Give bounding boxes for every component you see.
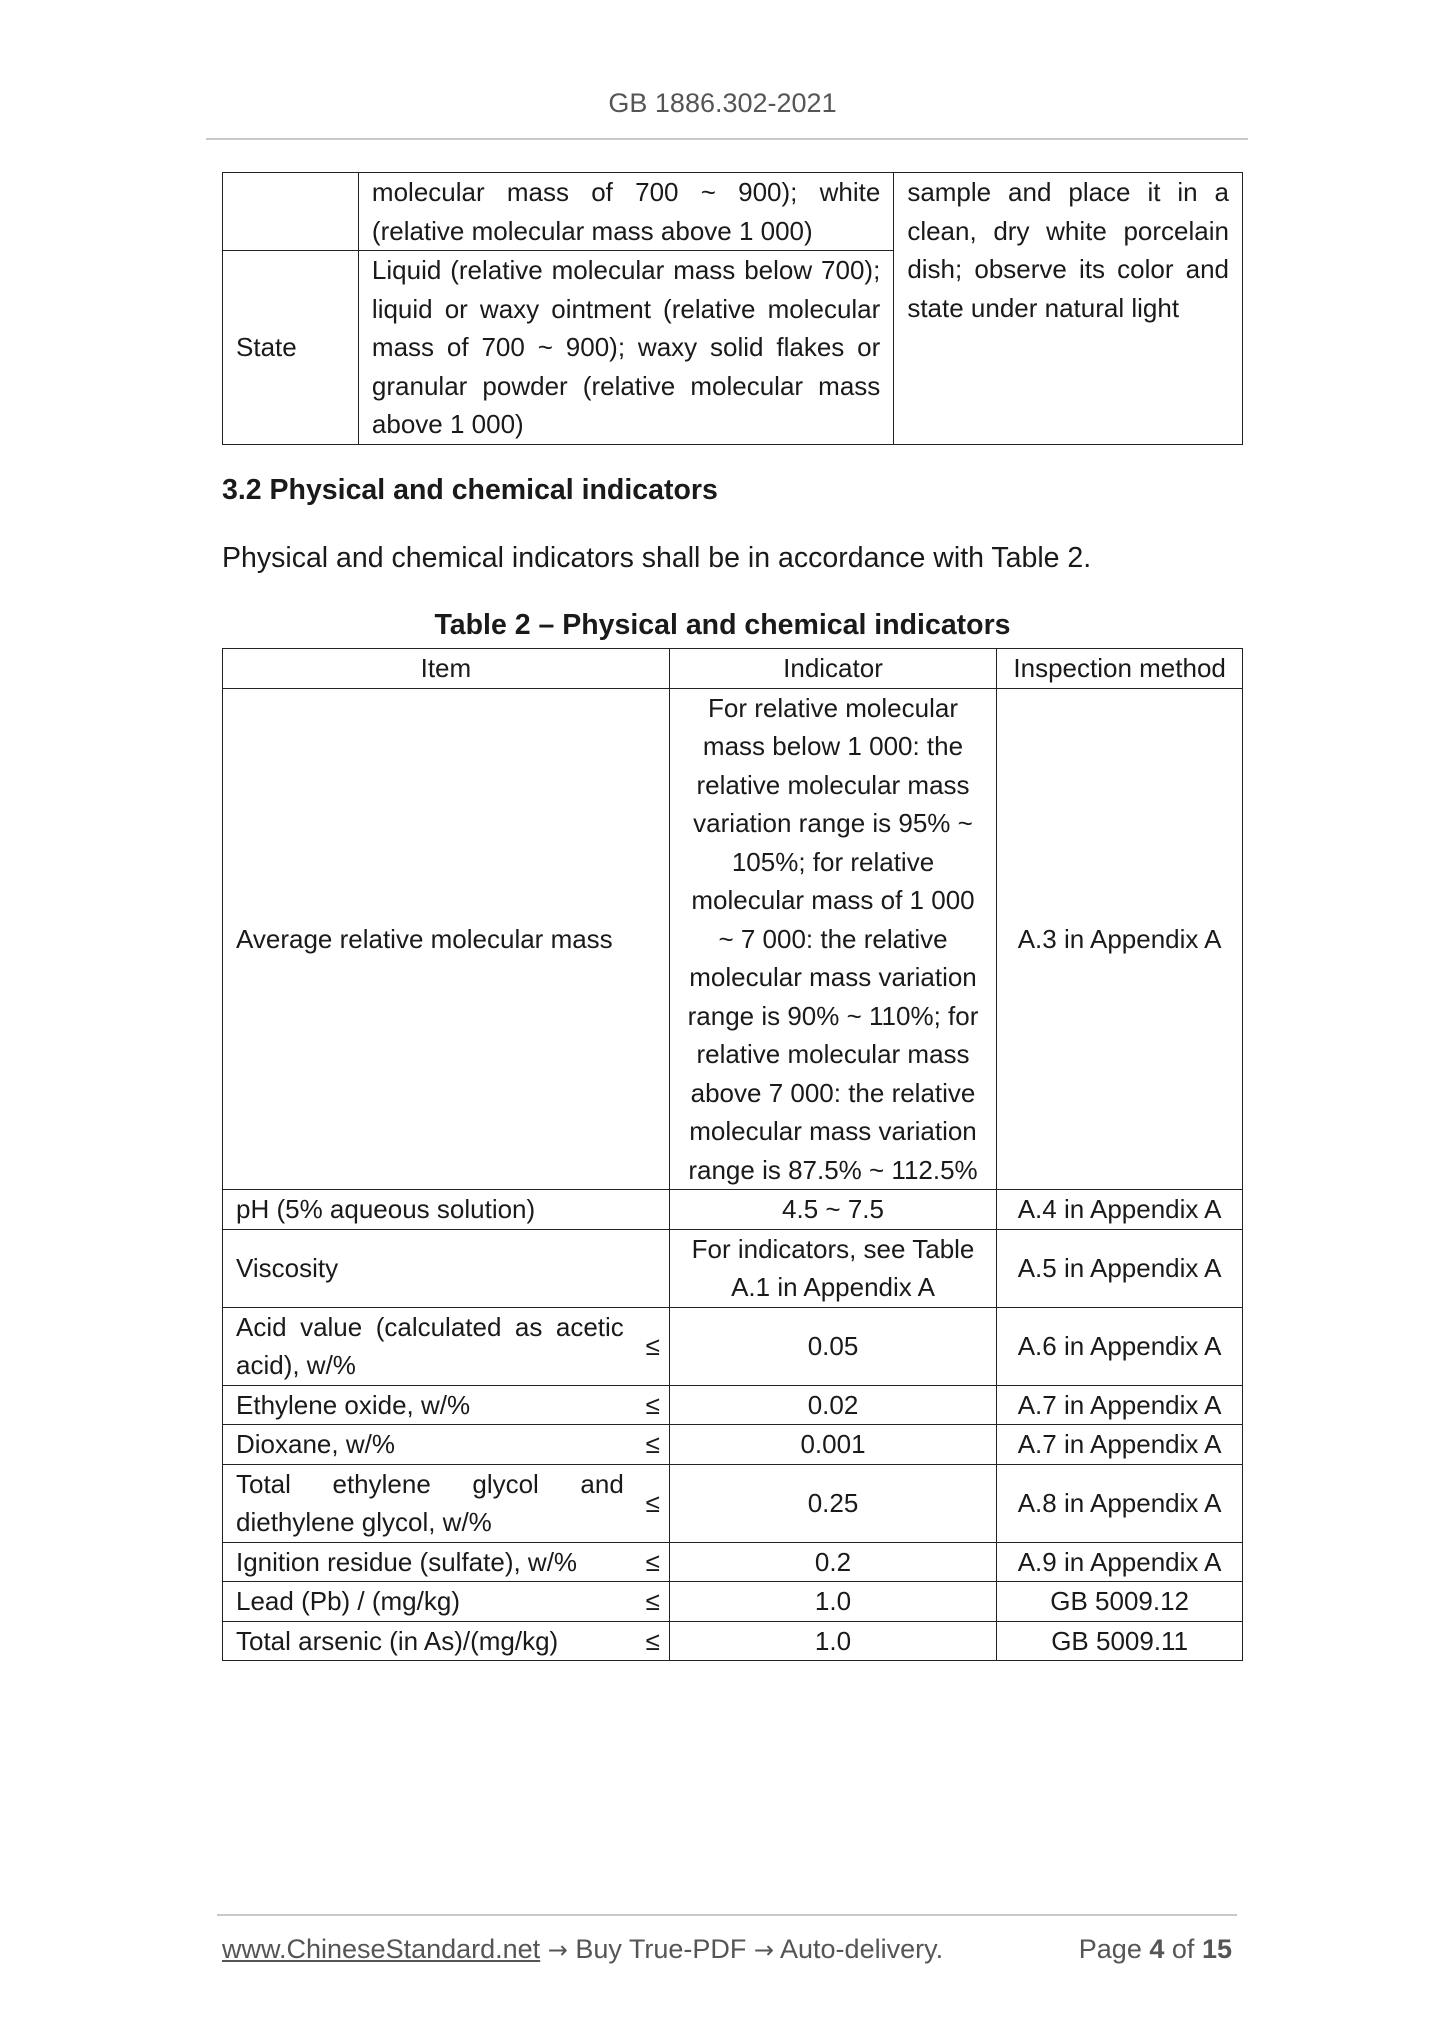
table-cell-item: Total arsenic (in As)/(mg/kg) bbox=[223, 1621, 637, 1661]
of-label: of bbox=[1171, 1934, 1195, 1964]
arrow-right-icon: → bbox=[753, 1936, 774, 1964]
table-cell-indicator: 1.0 bbox=[669, 1582, 996, 1622]
header-method: Inspection method bbox=[997, 649, 1243, 689]
table-row bbox=[223, 1464, 1243, 1542]
less-or-equal-sign: ≤ bbox=[637, 1582, 669, 1622]
table-row bbox=[223, 1307, 1243, 1385]
table-row bbox=[223, 1582, 1243, 1622]
table-cell-method: A.3 in Appendix A bbox=[997, 688, 1243, 1190]
table-header-row bbox=[223, 649, 1243, 689]
table-cell-method: A.5 in Appendix A bbox=[997, 1229, 1243, 1307]
table-row bbox=[223, 688, 1243, 1190]
less-or-equal-sign: ≤ bbox=[637, 1425, 669, 1465]
header-indicator: Indicator bbox=[669, 649, 996, 689]
table-row bbox=[223, 1621, 1243, 1661]
table-cell-indicator: Liquid (relative molecular mass below 700); liquid or waxy ointment (relative molecular mass of 700 ~ 900); waxy solid flakes or granular powder (relative molecular mass above 1 000) bbox=[358, 251, 893, 445]
section-paragraph: Physical and chemical indicators shall be in accordance with Table 2. bbox=[222, 542, 1092, 574]
table-cell-item: Lead (Pb) / (mg/kg) bbox=[223, 1582, 637, 1622]
table-cell-indicator: 0.2 bbox=[669, 1542, 996, 1582]
table-cell-method: A.7 in Appendix A bbox=[997, 1425, 1243, 1465]
table-cell-indicator: 0.02 bbox=[669, 1385, 996, 1425]
less-or-equal-sign: ≤ bbox=[637, 1464, 669, 1542]
table-cell-indicator: For relative molecular mass below 1 000: the relative molecular mass variation range is 95% ~ 105%; for relative molecular mass of 1 000 ~ 7 000: the relative molecular mass variation range is 90% ~ 110%; for relative molecular mass above 7 000: the relative molecular mass variation range is 87.5% ~ 112.5% bbox=[669, 688, 996, 1190]
table-cell-indicator: molecular mass of 700 ~ 900); white (relative molecular mass above 1 000) bbox=[358, 173, 893, 251]
table-2-physical-chemical-indicators bbox=[222, 648, 1243, 1661]
footer-buy-text: Buy True-PDF bbox=[575, 1934, 747, 1964]
table-cell-item: Total ethylene glycol and diethylene glycol, w/% bbox=[223, 1464, 637, 1542]
table-caption: Table 2 – Physical and chemical indicators bbox=[434, 609, 1011, 641]
page-total: 15 bbox=[1201, 1934, 1232, 1964]
table-cell-item: Ethylene oxide, w/% bbox=[223, 1385, 637, 1425]
less-or-equal-sign: ≤ bbox=[637, 1385, 669, 1425]
less-or-equal-sign: ≤ bbox=[637, 1621, 669, 1661]
table-cell-indicator: For indicators, see Table A.1 in Appendix A bbox=[669, 1229, 996, 1307]
document-header: GB 1886.302-2021 bbox=[608, 88, 837, 118]
table-cell-method: A.4 in Appendix A bbox=[997, 1190, 1243, 1230]
table-row bbox=[223, 1542, 1243, 1582]
table-cell-item: Acid value (calculated as acetic acid), w/% bbox=[223, 1307, 637, 1385]
footer-delivery-text: Auto-delivery. bbox=[780, 1934, 944, 1964]
table-cell-method: A.6 in Appendix A bbox=[997, 1307, 1243, 1385]
table-cell-method: GB 5009.11 bbox=[997, 1621, 1243, 1661]
page-label: Page bbox=[1078, 1934, 1142, 1964]
table-cell-method: A.7 in Appendix A bbox=[997, 1385, 1243, 1425]
table-row bbox=[223, 1190, 1243, 1230]
table-cell-item: State bbox=[223, 251, 359, 445]
page-number: 4 bbox=[1149, 1934, 1165, 1964]
table-1-continued bbox=[222, 172, 1243, 445]
table-cell-item bbox=[223, 173, 359, 251]
less-or-equal-sign: ≤ bbox=[637, 1307, 669, 1385]
table-row bbox=[223, 173, 1243, 251]
table-cell-item: pH (5% aqueous solution) bbox=[223, 1190, 670, 1230]
table-cell-item: Viscosity bbox=[223, 1229, 670, 1307]
table-cell-item: Dioxane, w/% bbox=[223, 1425, 637, 1465]
section-heading: 3.2 Physical and chemical indicators bbox=[222, 474, 718, 506]
table-cell-method: A.8 in Appendix A bbox=[997, 1464, 1243, 1542]
less-or-equal-sign: ≤ bbox=[637, 1542, 669, 1582]
table-cell-method: GB 5009.12 bbox=[997, 1582, 1243, 1622]
table-row bbox=[223, 1425, 1243, 1465]
table-cell-indicator: 0.25 bbox=[669, 1464, 996, 1542]
table-cell-indicator: 0.001 bbox=[669, 1425, 996, 1465]
table-cell-indicator: 4.5 ~ 7.5 bbox=[669, 1190, 996, 1230]
header-item: Item bbox=[223, 649, 670, 689]
footer-divider bbox=[217, 1914, 1237, 1916]
table-row bbox=[223, 1385, 1243, 1425]
table-cell-item: Average relative molecular mass bbox=[223, 688, 670, 1190]
header-divider bbox=[206, 138, 1248, 140]
table-cell-method: A.9 in Appendix A bbox=[997, 1542, 1243, 1582]
table-row bbox=[223, 1229, 1243, 1307]
page-indicator bbox=[1079, 1934, 1232, 1965]
table-cell-indicator: 1.0 bbox=[669, 1621, 996, 1661]
table-cell-method: sample and place it in a clean, dry white porcelain dish; observe its color and state under natural light bbox=[894, 173, 1243, 445]
arrow-right-icon: → bbox=[547, 1936, 568, 1964]
table-cell-indicator: 0.05 bbox=[669, 1307, 996, 1385]
footer-site-link[interactable]: www.ChineseStandard.net bbox=[222, 1934, 541, 1964]
footer bbox=[222, 1934, 1232, 1965]
table-cell-item: Ignition residue (sulfate), w/% bbox=[223, 1542, 637, 1582]
